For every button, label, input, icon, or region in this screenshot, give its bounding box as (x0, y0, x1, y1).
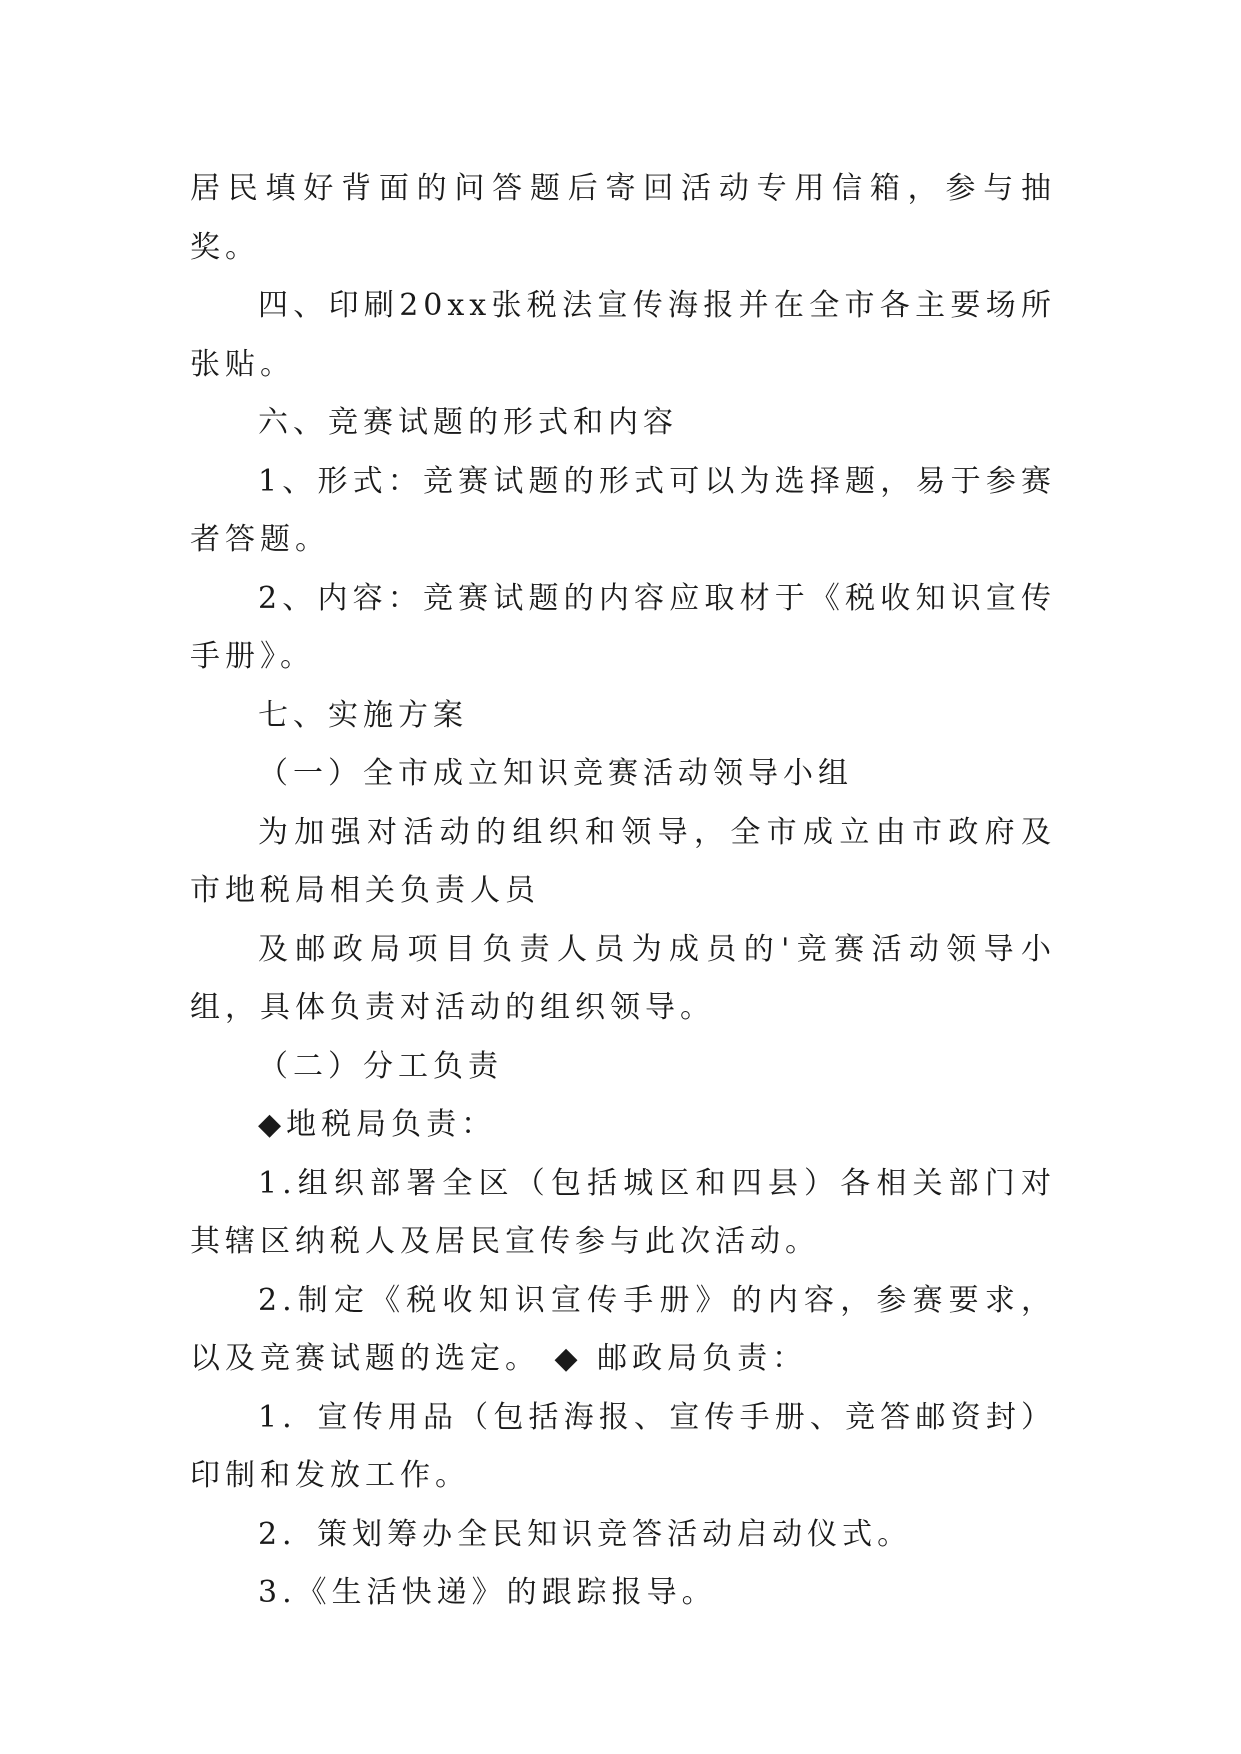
list-item: 2．策划筹办全民知识竞答活动启动仪式。 (258, 1516, 913, 1552)
subsection-heading: （一）全市成立知识竞赛活动领导小组 (258, 756, 853, 791)
section-heading: 七、实施方案 (258, 697, 468, 733)
list-item: 3.《生活快递》的跟踪报导。 (258, 1575, 717, 1610)
paragraph: 1、形式：竞赛试题的形式可以为选择题，易于参赛者答题。 (190, 463, 1056, 557)
document-body (190, 160, 1056, 1623)
paragraph: 四、印刷20xx张税法宣传海报并在全市各主要场所张贴。 (190, 288, 1056, 382)
list-heading: ◆地税局负责： (258, 1107, 497, 1142)
section-heading: 六、竞赛试题的形式和内容 (258, 405, 678, 440)
paragraph: 及邮政局项目负责人员为成员的'竞赛活动领导小组，具体负责对活动的组织领导。 (190, 931, 1056, 1025)
list-item: 1．宣传用品（包括海报、宣传手册、竞答邮资封）印制和发放工作。 (190, 1399, 1056, 1493)
list-item: 1.组织部署全区（包括城区和四县）各相关部门对其辖区纳税人及居民宣传参与此次活动。 (190, 1165, 1056, 1259)
paragraph: 居民填好背面的问答题后寄回活动专用信箱，参与抽奖。 (190, 171, 1056, 265)
paragraph: 为加强对活动的组织和领导，全市成立由市政府及市地税局相关负责人员 (190, 814, 1056, 908)
subsection-heading: （二）分工负责 (258, 1048, 503, 1084)
list-item: 2.制定《税收知识宣传手册》的内容，参赛要求，以及竞赛试题的选定。 ◆ 邮政局负责： (190, 1282, 1056, 1376)
paragraph: 2、内容：竞赛试题的内容应取材于《税收知识宣传手册》。 (190, 580, 1056, 674)
